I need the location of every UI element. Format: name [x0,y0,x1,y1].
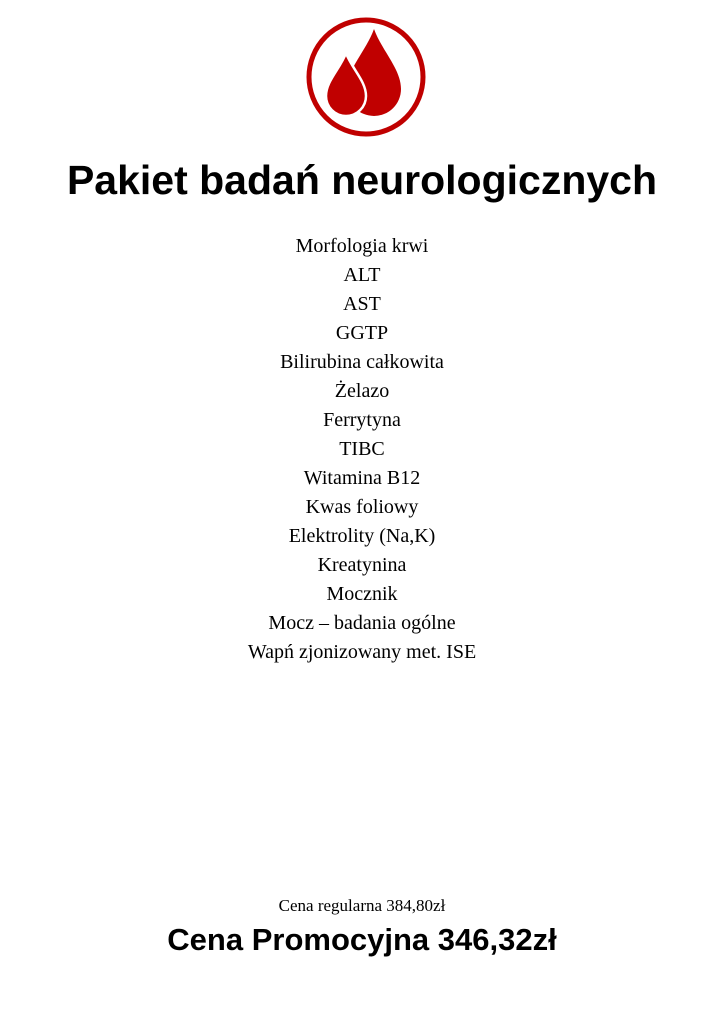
list-item: Mocz – badania ogólne [268,612,456,634]
list-item: Elektrolity (Na,K) [288,525,436,547]
list-item: Wapń zjonizowany met. ISE [247,641,477,663]
list-item: GGTP [335,322,389,344]
list-item: Bilirubina całkowita [280,351,444,373]
list-item: Morfologia krwi [295,235,429,257]
list-item: Witamina B12 [303,467,421,489]
list-item: Żelazo [334,380,390,402]
test-list [0,232,724,667]
list-item: AST [343,293,381,315]
blood-drops-icon [306,17,426,137]
list-item: ALT [343,264,381,286]
regular-price: Cena regularna 384,80zł [278,896,446,915]
list-item: Mocznik [326,583,398,605]
page-title: Pakiet badań neurologicznych [66,157,658,203]
list-item: TIBC [339,438,385,460]
list-item: Kreatynina [317,554,407,576]
list-item: Kwas foliowy [305,496,419,518]
list-item: Ferrytyna [323,409,401,431]
promo-price: Cena Promocyjna 346,32zł [167,922,557,957]
